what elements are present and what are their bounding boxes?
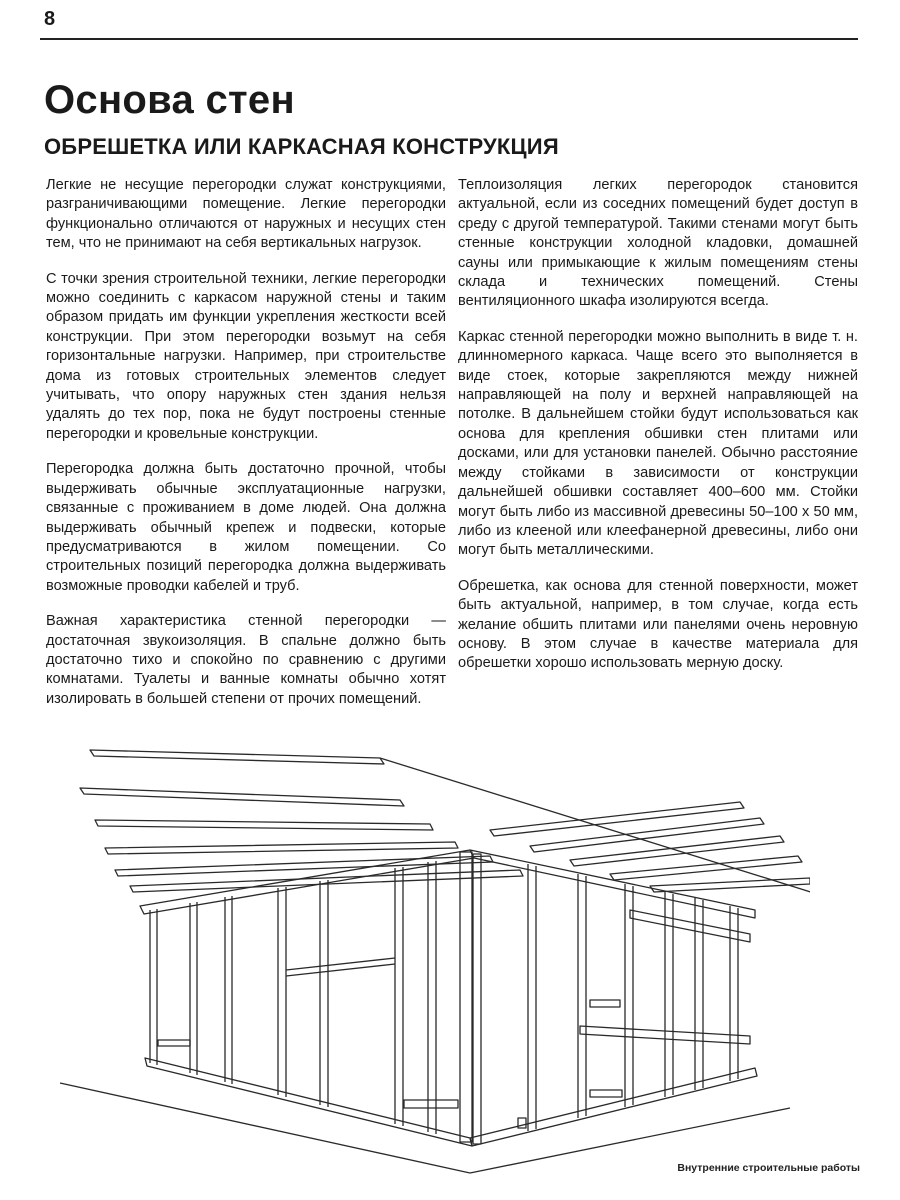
floor-line (60, 1083, 470, 1173)
page-title: Основа стен (44, 78, 295, 122)
left-text-column (46, 176, 446, 725)
paragraph: Теплоизоляция легких перегородок становится актуальной, если из соседних помещений будет доступ в среду с другой температурой. Такими стенами могут быть стенные конструкции холодной кладовки, домашней сауны или примыкающие к жилым помещениям стены склада и технических помещений. Стены вентиляционного шкафа изолируются всегда. (458, 177, 858, 310)
right-text-column (458, 176, 858, 690)
bottom-plate-left (145, 1058, 472, 1146)
paragraph: Обрешетка, как основа для стенной поверхности, может быть актуальной, например, в том случае, когда есть желание обшить плитами или панелями очень неровную основу. В этом случае в качестве материала для обрешетки хорошо использовать мерную доску. (458, 577, 858, 672)
timber-stud-frame-illustration-icon (50, 738, 810, 1178)
right-wall-studs (518, 864, 750, 1131)
paragraph: С точки зрения строительной техники, легкие перегородки можно соединить с каркасом наружной стены и таким образом придать им функции укрепления жесткости всей конструкции. При этом перегородки возьмут на себя горизонтальные нагрузки. Например, при строительстве дома из готовых строительных элементов следует учитывать, что опору наружных стен здания нельзя удалять до тех пор, пока не будут построены стенные перегородки и кровельные конструкции. (46, 270, 446, 442)
bottom-plate-right (470, 1068, 757, 1146)
corner-stud (460, 852, 472, 1142)
left-wall-studs (150, 861, 458, 1134)
header-rule (40, 38, 858, 40)
top-plate-right (470, 850, 755, 918)
footer-text: Внутренние строительные работы (677, 1162, 860, 1174)
paragraph: Легкие не несущие перегородки служат конструкциями, разграничивающими помещение. Легкие перегородки функционально отличаются от наружных и несущих стен тем, что не принимают на себя вертикальных нагрузок. (46, 177, 446, 252)
corner-stud (473, 854, 481, 1144)
section-heading: ОБРЕШЕТКА ИЛИ КАРКАСНАЯ КОНСТРУКЦИЯ (44, 134, 559, 159)
page-number: 8 (44, 8, 56, 30)
ceiling-joists-right (490, 802, 810, 892)
frame-illustration (50, 738, 810, 1178)
paragraph: Перегородка должна быть достаточно прочной, чтобы выдерживать обычные эксплуатационные нагрузки, связанные с проживанием в доме людей. Она должна выдерживать обычный крепеж и подвески, которые предусматриваются в жилом помещении. Со строительных позиций перегородка должна выдерживать возможные проводки кабелей и труб. (46, 461, 446, 594)
ceiling-joists-left (80, 750, 810, 898)
paragraph: Важная характеристика стенной перегородки — достаточная звукоизоляция. В спальне должно быть достаточно тихо и спокойно по сравнению с другими комнатами. Туалеты и ванные комнаты обычно хотят изолировать в большей степени от прочих помещений. (46, 613, 446, 707)
paragraph: Каркас стенной перегородки можно выполнить в виде т. н. длинномерного каркаса. Чаще всего это выполняется в виде стоек, которые закрепляются между нижней направляющей на полу и верхней направляющей на потолке. В дальнейшем стойки будут использоваться как основа для крепления обшивки стен плитами или досками, или для установки панелей. Обычно расстояние между стойками в зависимости от конструкции дальнейшей обшивки составляет 400–600 мм. Стойки могут быть либо из массивной древесины 50–100 x 50 мм, либо из клееной или клеефанерной древесины, либо они могут быть металлическими. (458, 328, 858, 559)
